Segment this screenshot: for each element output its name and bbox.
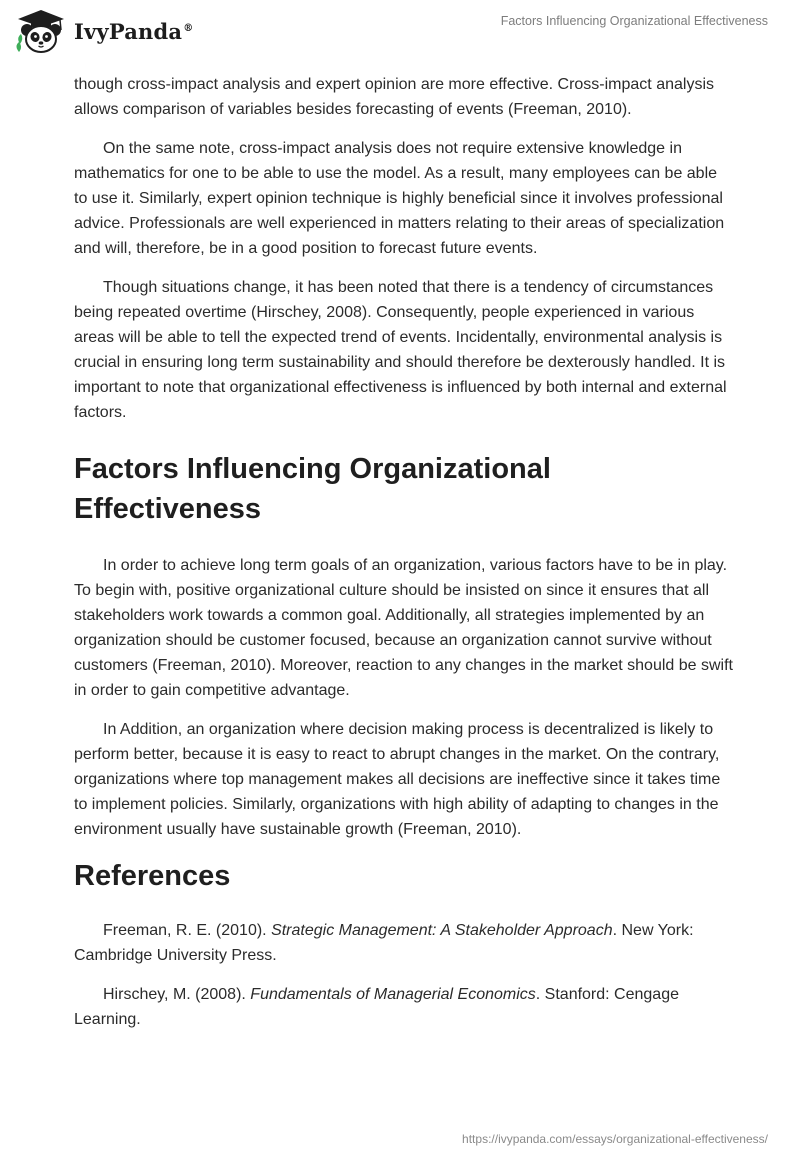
page-header xyxy=(0,0,800,70)
paragraph: In order to achieve long term goals of an organization, various factors have to be in play. To begin with, positive organizational culture should be insisted on since it ensures that all stakeholders work towards a common goal. Additionally, all strategies implemented by an organization should be customer focused, because an organization cannot survive without customers (Freeman, 2010). Moreover, reaction to any changes in the market should be swift in order to gain competitive advantage. xyxy=(74,557,733,699)
section-heading-references: References xyxy=(74,860,231,892)
source-url-link[interactable]: https://ivypanda.com/essays/organizational-effectiveness/ xyxy=(462,1132,768,1146)
paragraph-continuation: though cross-impact analysis and expert opinion are more effective. Cross-impact analysis allows comparison of variables besides forecasting of events (Freeman, 2010). xyxy=(74,76,714,118)
essay-content xyxy=(74,72,734,1046)
reference-title: Strategic Management: A Stakeholder Approach xyxy=(271,922,613,939)
reference-entry: Hirschey, M. (2008). Fundamentals of Managerial Economics. Stanford: Cengage Learning. xyxy=(74,986,679,1028)
reference-entry: Freeman, R. E. (2010). Strategic Management: A Stakeholder Approach. New York: Cambridge University Press. xyxy=(74,922,694,964)
paragraph: Though situations change, it has been noted that there is a tendency of circumstances being repeated overtime (Hirschey, 2008). Consequently, people experienced in various areas will be able to tell the expected trend of events. Incidentally, environmental analysis is crucial in ensuring long term sustainability and should therefore be dexterously handled. It is important to note that organizational effectiveness is influenced by both internal and external factors. xyxy=(74,279,727,421)
paragraph: On the same note, cross-impact analysis does not require extensive knowledge in mathematics for one to be able to use the model. As a result, many employees can be able to use it. Similarly, expert opinion technique is highly beneficial since it involves professional advice. Professionals are well experienced in matters relating to their areas of specialization and will, therefore, be in a good position to forecast future events. xyxy=(74,140,725,257)
paragraph: In Addition, an organization where decision making process is decentralized is likely to perform better, because it is easy to react to abrupt changes in the market. On the contrary, organizations where top management makes all decisions are ineffective since it takes time to implement policies. Similarly, organizations with high ability of adapting to changes in the environment usually have sustainable growth (Freeman, 2010). xyxy=(74,721,721,838)
section-heading-factors: Factors Influencing Organizational Effectiveness xyxy=(74,453,551,525)
logo-text: IvyPanda® xyxy=(74,18,194,44)
ivypanda-logo[interactable] xyxy=(14,8,193,54)
reference-title: Fundamentals of Managerial Economics xyxy=(250,986,536,1003)
panda-logo-icon xyxy=(14,8,68,54)
document-title: Factors Influencing Organizational Effectiveness xyxy=(500,14,768,28)
